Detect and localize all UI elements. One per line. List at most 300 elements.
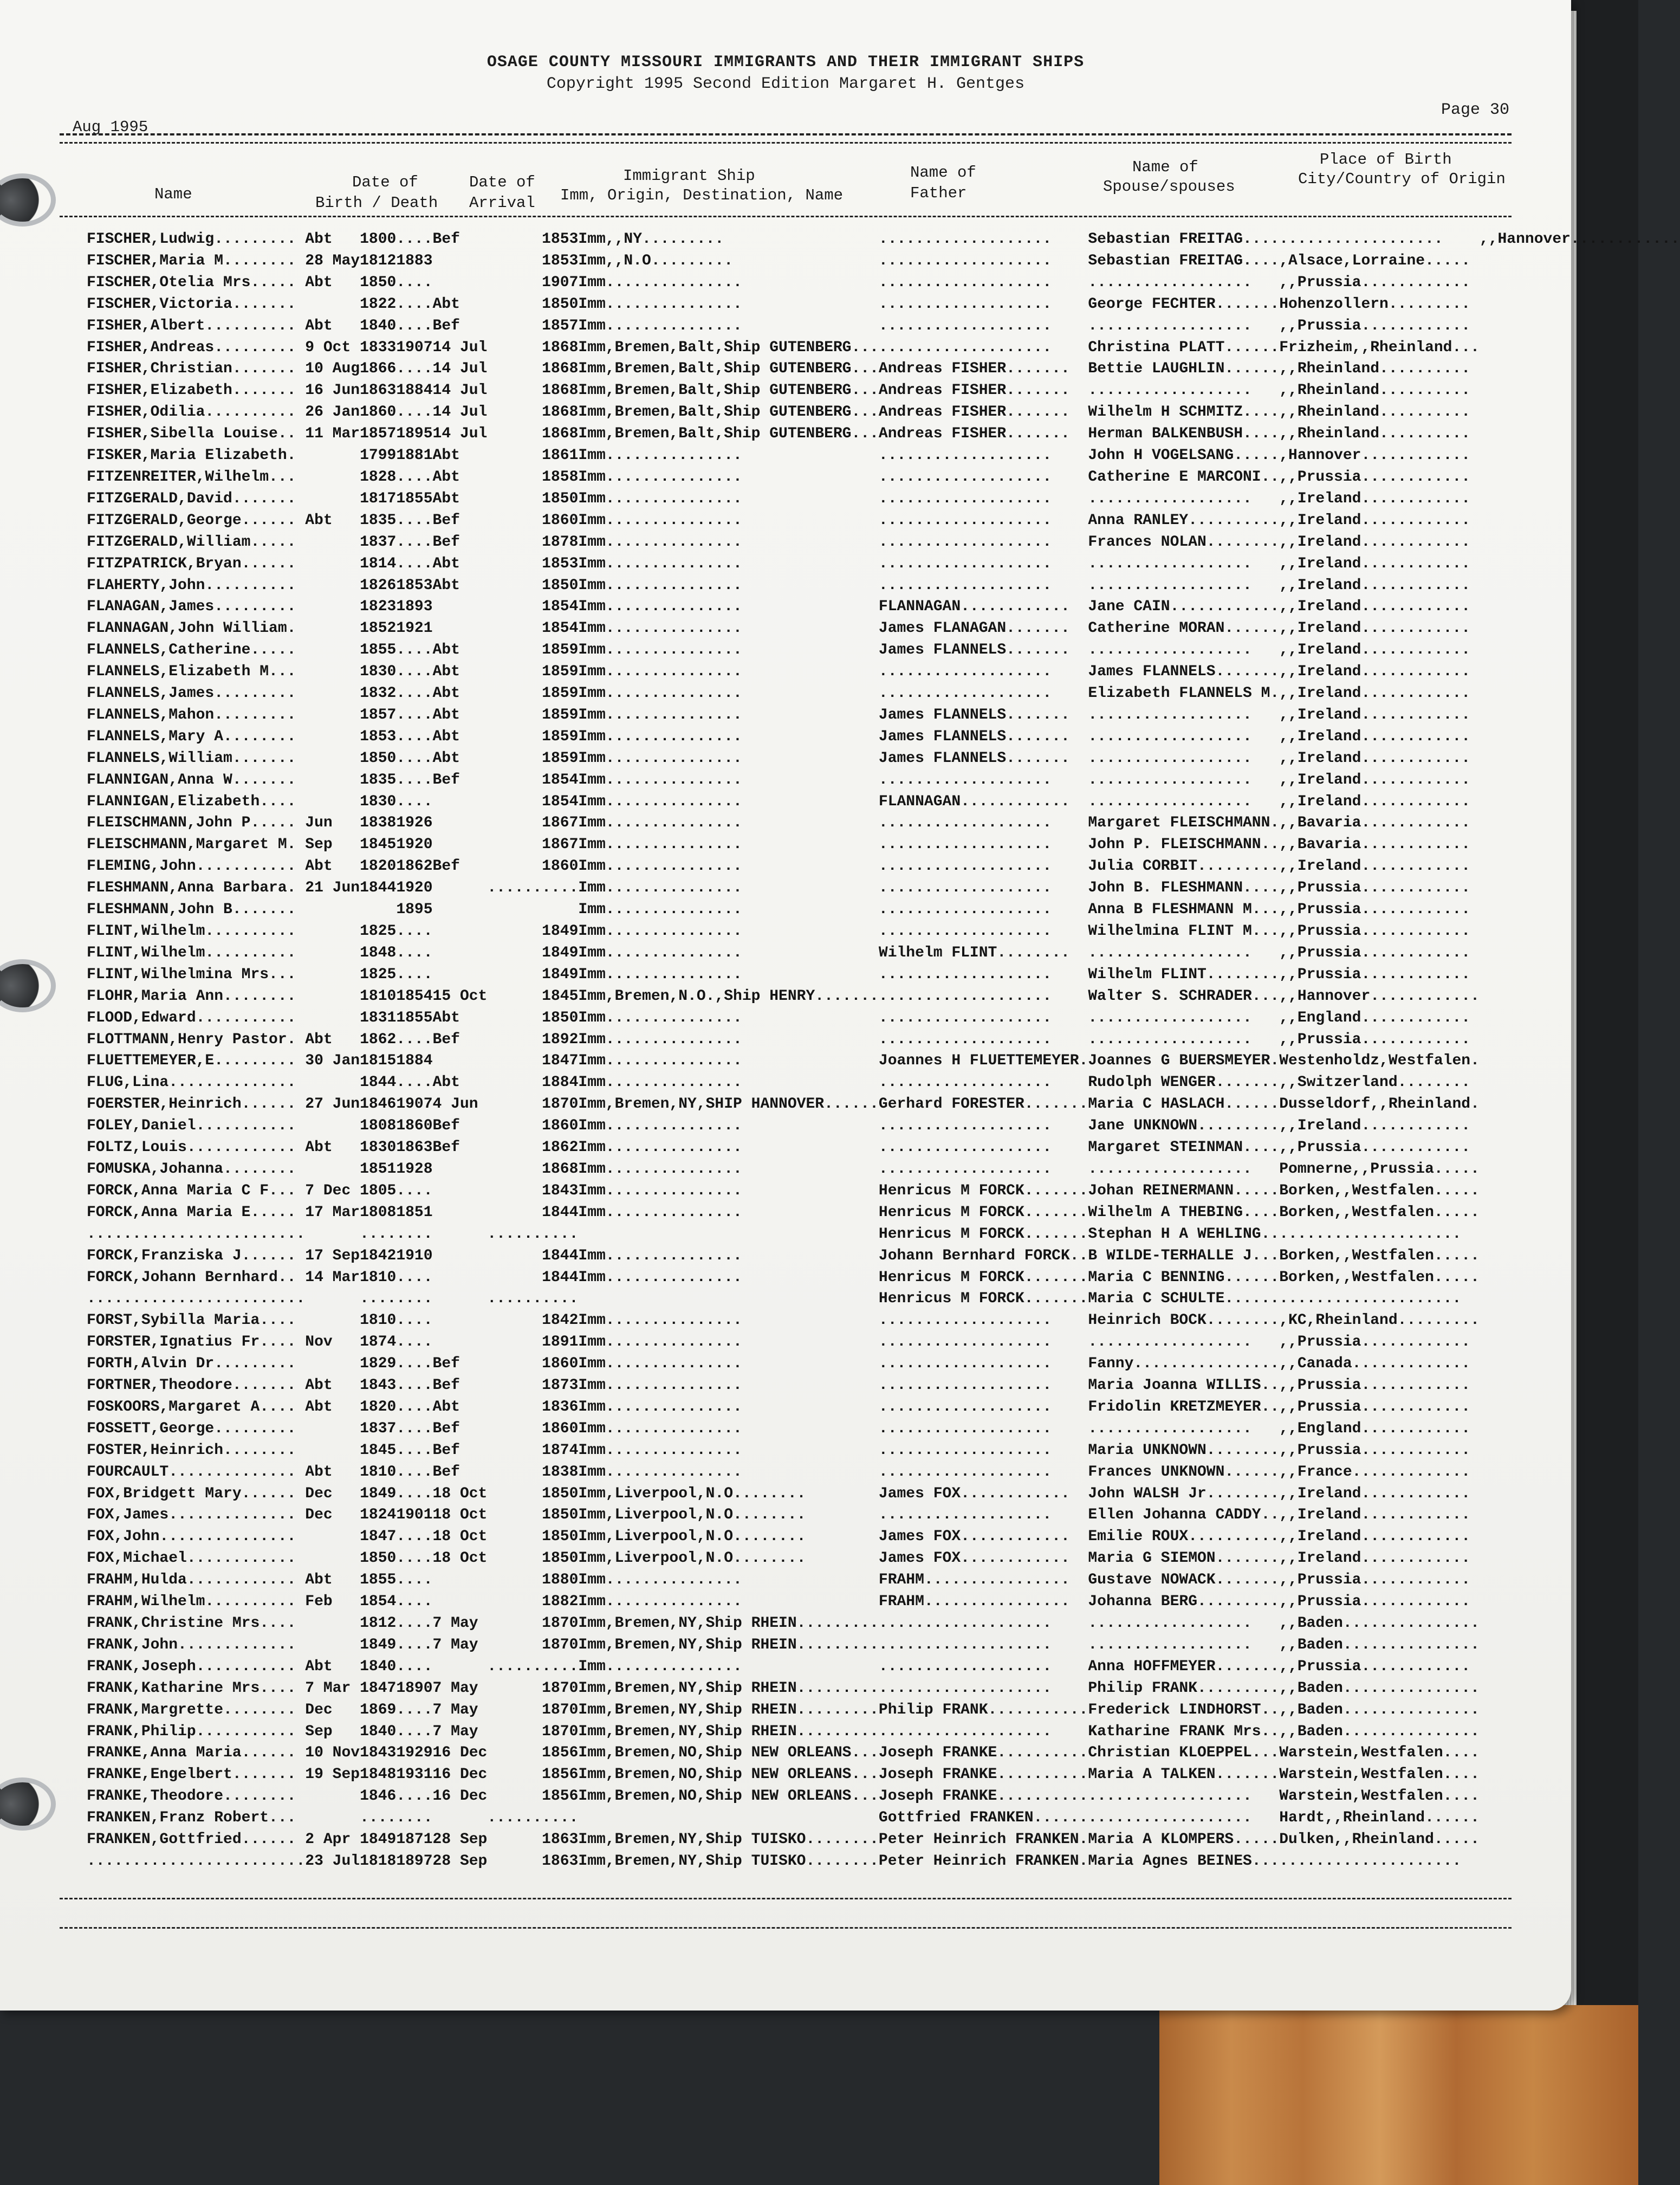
table-cell: Imm,Liverpool,N.O........ [578,1550,806,1567]
table-cell: 1847 [542,1052,579,1070]
table-cell: 1884 [542,1074,579,1091]
table-cell [305,1115,360,1137]
table-cell: FRANK,Joseph........... [87,1658,296,1675]
table-cell: 1850 [542,490,579,507]
table-row [87,1548,1680,1569]
table-cell: Abt [432,555,460,572]
table-cell: Imm............... [578,468,742,486]
table-cell: 1907 [396,339,433,356]
table-row [87,639,1680,661]
table-cell: ................... [878,1463,1052,1481]
table-cell [305,661,360,683]
table-cell: 1854 [542,598,579,616]
table-cell: .... [396,231,433,248]
table-cell: 16 Dec [432,1766,488,1783]
table-cell [305,1310,360,1331]
table-cell: ................... [878,317,1052,334]
table-cell: Peter Heinrich FRANKEN. [878,1831,1088,1848]
table-cell: 1859 [542,685,579,702]
table-cell: .... [396,533,433,551]
table-cell: Imm............... [578,944,742,961]
table-cell: Maria C SCHULTE...... [1088,1290,1280,1308]
page-number: Page 30 [1441,101,1510,119]
table-cell: Dulken,,Rheinland..... [1279,1831,1480,1848]
table-cell: 10 Aug [305,360,360,378]
table-cell: 1868 [542,425,579,443]
table-cell: 1846 [360,1788,397,1805]
table-cell: ,,Prussia............ [1279,1593,1471,1611]
table-cell: 1891 [542,1334,579,1351]
table-cell: 1832 [360,685,397,702]
table-cell: Bef [432,1139,460,1156]
table-cell [305,639,360,661]
table-cell [433,1331,488,1353]
table-cell: 1842 [360,1247,397,1264]
table-cell: .... [396,1809,433,1827]
table-cell [305,1786,360,1807]
table-cell: Andreas FISHER....... [878,360,1070,378]
table-cell: Imm,Bremen,NY,SHIP HANNOVER...... [578,1096,879,1113]
table-cell: ,,Prussia............ [1279,468,1471,486]
table-cell: Abt [432,447,460,464]
table-row [87,1180,1680,1202]
table-cell: .................. [1088,1636,1252,1653]
table-cell: ................... [878,1139,1052,1156]
table-cell: 14 Jul [432,360,488,378]
table-cell: FOSKOORS,Margaret A.... [87,1398,296,1415]
table-cell: Ellen Johanna CADDY.. [1088,1507,1280,1524]
table-cell: 1850 [542,1507,579,1524]
table-cell: ................... [878,577,1052,594]
table-cell: .... [396,512,433,529]
table-cell: Margaret FLEISCHMANN. [1088,814,1280,832]
table-cell: ,,Ireland............ [1279,1528,1471,1546]
table-row [87,1418,1680,1440]
table-cell: Abt [432,663,460,681]
table-cell: 1870 [542,1701,579,1718]
table-cell: Bef [432,1377,460,1394]
table-cell: 1851 [396,1204,433,1221]
table-cell: .... [396,1355,433,1373]
table-cell: FORCK,Anna Maria E..... [87,1204,296,1221]
table-cell: Imm,Liverpool,N.O........ [578,1507,806,1524]
table-cell: Nov [305,1334,333,1351]
table-cell: ,,Prussia............ [1279,1031,1471,1048]
table-cell: 7 May [432,1723,478,1740]
table-cell: 1838 [542,1463,579,1481]
table-cell: Maria C BENNING...... [1088,1269,1280,1286]
table-cell: 1810 [360,987,397,1005]
table-cell: Abt [432,490,460,507]
table-cell: ,,Ireland............ [1279,1485,1471,1502]
table-cell: Imm............... [578,749,742,767]
table-cell: 19 Sep [305,1766,360,1783]
table-cell: Anna RANLEY.......... [1088,512,1280,529]
table-cell: .... [396,1269,433,1286]
table-cell: Bef [432,771,460,788]
table-cell: Walter S. SCHRADER... [1088,987,1280,1005]
table-cell: 1843 [360,1744,397,1762]
table-cell: Wilhelm H SCHMITZ.... [1088,404,1280,421]
table-cell: FLUG,Lina.............. [87,1074,296,1091]
table-cell: Elizabeth FLANNELS M. [1088,685,1280,702]
table-row [87,315,1680,337]
table-cell: ,,Canada............. [1279,1355,1471,1373]
table-cell: FRANK,John............. [87,1636,296,1653]
table-row [87,510,1680,532]
table-cell: Dusseldorf,,Rheinland. [1279,1096,1480,1113]
table-cell: ................... [878,468,1052,486]
table-cell: FRAHM,Hulda............ [87,1572,296,1589]
table-cell: Bef [432,317,460,334]
table-cell: 1850 [360,749,397,767]
table-cell: 1868 [542,1160,579,1178]
table-cell: Andreas FISHER....... [878,382,1070,399]
table-cell: 1835 [360,512,397,529]
table-row [87,1786,1680,1807]
table-cell: .... [396,1615,433,1632]
table-cell: 1850 [542,1485,579,1502]
table-cell: ................... [878,1420,1052,1437]
table-cell: FOX,James.............. [87,1507,296,1524]
table-cell: ................... [878,663,1052,681]
table-cell: 18 Oct [432,1528,488,1546]
table-cell: 1851 [360,1160,397,1178]
table-cell [578,1288,879,1310]
table-cell [433,1267,488,1289]
column-header-birth-death: Birth / Death [315,194,438,212]
table-row [87,1742,1680,1764]
table-cell: .... [396,944,433,961]
table-cell: 18 Oct [432,1507,488,1524]
table-cell: 1921 [396,620,433,637]
table-cell: 1837 [360,533,397,551]
table-cell: .... [396,1031,433,1048]
table-cell: Warstein,Westfalen.... [1279,1766,1480,1783]
table-cell: ................... [878,447,1052,464]
table-cell [305,770,360,791]
table-cell: 1860 [542,858,579,875]
table-cell: .................... [1279,1852,1462,1870]
table-cell: Joseph FRANKE.......... [878,1766,1088,1783]
table-cell: Jun [305,814,333,832]
table-row [87,1569,1680,1591]
table-cell: .... [396,966,433,983]
table-cell: .... [396,685,433,702]
table-cell: FRANKE,Theodore........ [87,1788,296,1805]
table-cell: 1854 [542,793,579,810]
table-cell: .................. [1088,1334,1252,1351]
table-cell: Imm............... [578,295,742,313]
table-cell: Joannes G BUERSMEYER. [1088,1052,1280,1070]
table-cell: 1870 [542,1096,579,1113]
table-cell [433,272,488,294]
table-row [87,1462,1680,1483]
table-cell: 1854 [396,987,433,1005]
column-header-father-1: Name of [910,164,976,182]
table-cell: .... [396,728,433,745]
table-cell [305,1634,360,1656]
table-cell: Imm............... [578,1247,742,1264]
table-cell: ................... [878,923,1052,940]
table-cell: FISHER,Albert.......... [87,317,296,334]
table-cell: ,KC,Rheinland......... [1279,1312,1480,1329]
table-cell: FORCK,Franziska J...... [87,1247,296,1264]
table-cell: Herman BALKENBUSH.... [1088,425,1280,443]
table-row [87,1613,1680,1634]
table-cell: Imm,Bremen,Balt,Ship GUTENBERG... [578,339,879,356]
table-cell: .... [396,793,433,810]
table-cell: Imm............... [578,923,742,940]
table-cell: 2 Apr [305,1831,351,1848]
table-row [87,358,1680,380]
table-cell: Henricus M FORCK....... [878,1182,1088,1199]
column-header-place-2: City/Country of Origin [1298,170,1506,188]
table-cell: ,,Ireland............ [1279,533,1471,551]
table-cell: 1823 [360,598,397,616]
table-cell: 17 Mar [305,1204,360,1221]
table-cell: .................. [1088,555,1252,572]
table-cell [305,294,360,315]
table-cell: ,,Prussia............ [1279,317,1471,334]
table-cell [433,964,488,986]
table-cell: Sebastian FREITAG.... [1088,231,1280,248]
table-cell: ................... [878,1507,1052,1524]
table-row [87,1267,1680,1289]
table-cell [305,1072,360,1094]
table-cell: 1868 [542,360,579,378]
table-cell: ,,Prussia............ [1279,1658,1471,1675]
table-cell [305,1548,360,1569]
table-cell: Johan REINERMANN..... [1088,1182,1280,1199]
table-cell: .... [396,404,433,421]
table-cell: ................... [878,1355,1052,1373]
table-cell [305,575,360,597]
table-cell: .................. [1088,749,1252,767]
table-cell: 9 Oct [305,339,351,356]
table-cell [433,1807,488,1829]
table-row [87,1829,1680,1851]
table-row [87,1072,1680,1094]
table-cell: FITZGERALD,George...... [87,512,296,529]
table-cell: Imm............... [578,274,742,291]
table-cell: 1920 [396,880,433,897]
table-cell: 1874 [542,1441,579,1459]
table-cell: 26 Jan [305,404,360,421]
table-cell: ................... [878,1723,1052,1740]
table-cell: Wilhelm FLINT........ [1088,966,1280,983]
table-row [87,834,1680,856]
table-cell: FORSTER,Ignatius Fr.... [87,1334,296,1351]
table-cell: Wilhelm A THEBING.... [1088,1204,1280,1221]
table-cell: FLANNELS,Elizabeth M... [87,663,296,681]
table-row [87,1526,1680,1548]
table-cell: 1897 [396,1852,433,1870]
table-cell: 1860 [542,512,579,529]
table-cell: Joseph FRANKE.......... [878,1788,1088,1805]
table-cell: Borken,,Westfalen..... [1279,1247,1480,1264]
table-cell [305,1007,360,1029]
table-cell: Emilie ROUX.......... [1088,1528,1280,1546]
table-cell: Gottfried FRANKEN...... [878,1809,1088,1827]
table-cell: .................. [1088,382,1252,399]
table-cell: ................... [878,1312,1052,1329]
table-cell: .................. [1088,771,1252,788]
table-cell: .... [396,1463,433,1481]
table-cell: 1853 [542,231,579,248]
table-cell: FITZGERALD,David....... [87,490,296,507]
table-cell: 1868 [542,404,579,421]
table-cell: 1892 [542,1031,579,1048]
table-cell: .... [396,317,433,334]
table-cell [305,683,360,704]
table-cell: John P. FLEISCHMANN.. [1088,836,1280,854]
table-cell: FOX,John............... [87,1528,296,1546]
table-cell: 1870 [542,1615,579,1632]
table-cell: 1826 [360,577,397,594]
table-cell: ................... [878,1398,1052,1415]
table-cell: Abt [305,231,333,248]
table-cell: .......... [487,880,579,897]
table-cell: 1869 [360,1701,397,1718]
table-cell: .......... [487,1290,579,1308]
table-row [87,791,1680,813]
table-row [87,1137,1680,1159]
table-cell: 1837 [360,1420,397,1437]
table-cell: B WILDE-TERHALLE J... [1088,1247,1280,1264]
table-cell: .................. [1088,274,1252,291]
table-cell: Abt [432,468,460,486]
table-cell: Imm,Bremen,NO,Ship NEW ORLEANS... [578,1788,879,1805]
table-cell: 1856 [542,1788,579,1805]
table-cell: 1844 [360,880,397,897]
table-cell: Hardt,,Rheinland...... [1279,1809,1480,1827]
table-cell: FRANKE,Anna Maria...... [87,1744,296,1762]
table-row [87,1656,1680,1678]
table-cell: Imm............... [578,555,742,572]
table-cell: Imm............... [578,771,742,788]
table-cell: ,,Switzerland........ [1279,1074,1471,1091]
table-cell: Catherine MORAN...... [1088,620,1280,637]
table-cell: ,,Rheinland.......... [1279,404,1471,421]
table-cell: .... [396,1334,433,1351]
table-cell [305,445,360,467]
table-cell: ................... [878,1377,1052,1394]
table-row [87,964,1680,986]
table-cell [305,986,360,1007]
table-cell: 28 Sep [432,1831,488,1848]
table-cell: .................. [1088,1009,1252,1026]
table-cell: Bef [432,1355,460,1373]
table-cell: 7 May [432,1636,478,1653]
table-cell: Christina PLATT...... [1088,339,1280,356]
table-cell [578,1224,879,1245]
table-cell: 1850 [542,295,579,313]
table-cell: FORCK,Johann Bernhard.. [87,1269,296,1286]
table-cell: FLINT,Wilhelm.......... [87,923,296,940]
table-cell: ,,Ireland............ [1279,577,1471,594]
table-cell: Philip FRANK......... [1088,1679,1280,1697]
table-cell: ,,England............ [1279,1009,1471,1026]
table-cell: FLEMING,John........... [87,858,296,875]
table-row [87,770,1680,791]
table-cell: 1810 [360,1312,397,1329]
table-cell: ,,Baden............... [1279,1723,1480,1740]
table-cell: 1854 [360,1593,397,1611]
table-cell: .... [396,642,433,659]
table-cell [305,704,360,726]
table-row [87,596,1680,618]
table-cell: 1840 [360,317,397,334]
table-cell: 1863 [542,1831,579,1848]
table-cell: Wilhelmina FLINT M... [1088,923,1280,940]
table-cell: Abt [305,274,333,291]
table-cell: 1825 [360,966,397,983]
table-cell: ,,Rheinland.......... [1279,425,1471,443]
table-cell: 1859 [542,642,579,659]
table-cell: 1810 [360,1269,397,1286]
table-row [87,856,1680,877]
table-cell: Dec [305,1507,333,1524]
table-row [87,488,1680,510]
table-row [87,250,1680,272]
table-cell: Imm............... [578,1377,742,1394]
table-cell [305,942,360,964]
table-cell: 1844 [542,1204,579,1221]
table-cell: 1849 [360,1831,397,1848]
table-cell: 1818 [360,1852,397,1870]
table-cell: .... [396,923,433,940]
table-cell: FISHER,Sibella Louise.. [87,425,296,443]
table-cell: 16 Dec [432,1744,488,1762]
table-cell [305,899,360,921]
table-cell: 1808 [360,1117,397,1135]
table-cell: 1850 [542,1550,579,1567]
table-row [87,618,1680,639]
table-cell: 7 Mar [305,1679,351,1697]
table-cell: .................. [1088,706,1252,723]
table-cell: ................... [878,231,1052,248]
table-cell: .... [396,1398,433,1415]
table-cell: Maria Agnes BEINES... [1088,1852,1280,1870]
table-cell: Bettie LAUGHLIN...... [1088,360,1280,378]
table-cell: ,,Ireland............ [1279,858,1471,875]
table-cell: 18 Oct [432,1485,488,1502]
table-cell: Imm............... [578,706,742,723]
table-cell: .................. [1088,490,1252,507]
table-cell: Bef [432,533,460,551]
table-cell: Gerhard FORESTER....... [878,1096,1088,1113]
table-cell: FRANKEN,Gottfried...... [87,1831,296,1848]
table-cell: John H VOGELSANG..... [1088,447,1280,464]
table-cell: .... [396,1441,433,1459]
table-row [87,704,1680,726]
table-row [87,661,1680,683]
table-cell: 1868 [542,382,579,399]
table-cell: 16 Dec [432,1788,488,1805]
table-cell: 1881 [396,447,433,464]
table-cell: Anna B FLESHMANN M... [1088,901,1280,919]
table-row [87,423,1680,445]
table-cell: 1831 [360,1009,397,1026]
table-cell: John WALSH Jr........ [1088,1485,1280,1502]
table-cell: James FOX............ [878,1528,1070,1546]
table-cell: ................... [878,858,1052,875]
table-cell: 1890 [396,1679,433,1697]
table-cell: ................... [878,1160,1052,1178]
table-cell: FITZPATRICK,Bryan...... [87,555,296,572]
page-date: Aug 1995 [73,118,148,136]
